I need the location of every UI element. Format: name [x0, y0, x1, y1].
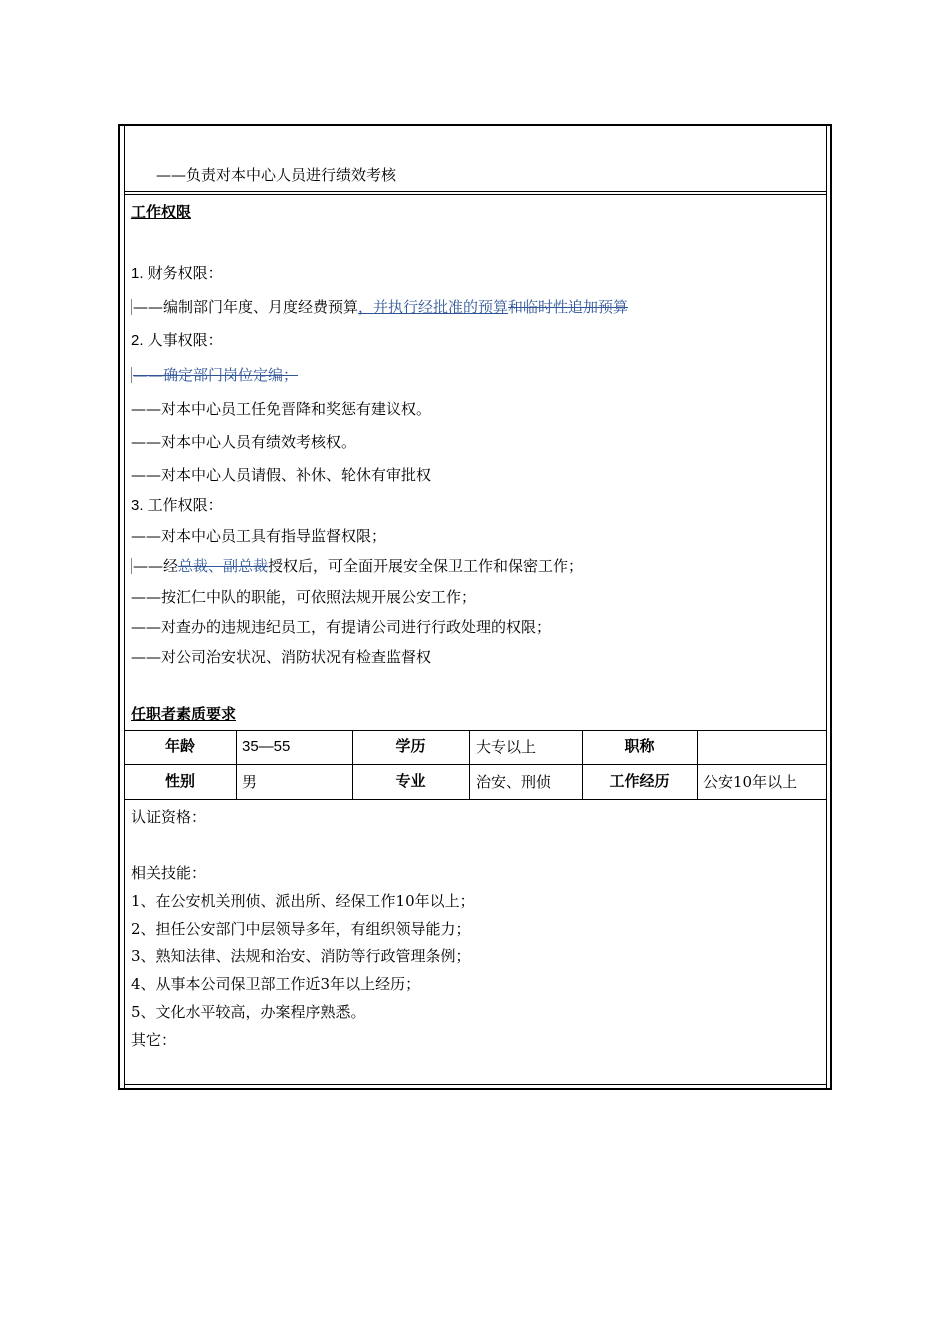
document-frame: [118, 124, 832, 1090]
personnel-item: ——对本中心人员有绩效考核权。: [131, 433, 357, 451]
skill-item: 2、担任公安部门中层领导多年，有组织领导能力；: [131, 920, 471, 938]
skills-label: 相关技能：: [131, 864, 207, 882]
finance-title: 1. 财务权限：: [131, 265, 223, 282]
education-value: 大专以上: [476, 738, 537, 756]
major-value: 治安、刑侦: [476, 773, 552, 791]
personnel-item: ——对本中心员工任免晋降和奖惩有建议权。: [131, 400, 432, 418]
skill-item: 3、熟知法律、法规和治安、消防等行政管理条例；: [131, 947, 471, 965]
deleted-text: 总裁、副总裁: [178, 557, 269, 575]
revision-bar: [131, 367, 132, 383]
work-item-suffix: 授权后，可全面开展安全保卫工作和保密工作；: [268, 557, 584, 575]
skill-item: 5、文化水平较高，办案程序熟悉。: [131, 1003, 366, 1021]
age-label: 年龄: [164, 738, 195, 755]
work-title: 3. 工作权限：: [131, 497, 223, 514]
finance-line-deleted: 和临时性追加预算: [508, 298, 629, 316]
deleted-text: ——确定部门岗位定编；: [133, 366, 299, 384]
finance-line: [131, 298, 628, 316]
work-item: [131, 557, 583, 575]
gender-label: 性别: [164, 773, 195, 790]
experience-value: 公安10年以上: [703, 773, 798, 791]
work-item-prefix: ——经: [133, 557, 179, 575]
table-line: [469, 730, 470, 799]
table-line: [124, 764, 827, 765]
personnel-item: ——对本中心人员请假、补休、轮休有审批权: [131, 466, 432, 484]
revision-bar: [131, 558, 132, 574]
education-label: 学历: [395, 738, 426, 755]
frame-inner-left: [124, 124, 125, 1090]
title-label: 职称: [624, 738, 655, 755]
table-line: [697, 730, 698, 799]
authority-heading: 工作权限: [131, 204, 192, 221]
other-label: 其它：: [131, 1031, 177, 1049]
frame-inner-right: [826, 124, 827, 1090]
personnel-deleted-line: [131, 366, 298, 384]
qualification-heading: 任职者素质要求: [131, 706, 237, 723]
table-line: [236, 730, 237, 799]
finance-line-prefix: ——编制部门年度、月度经费预算: [133, 298, 359, 316]
major-label: 专业: [395, 773, 426, 790]
finance-line-inserted: ，并执行经批准的预算: [358, 298, 509, 316]
revision-bar: [131, 299, 132, 315]
work-item: ——按汇仁中队的职能，可依照法规开展公安工作；: [131, 588, 477, 606]
skill-item: 4、从事本公司保卫部工作近3年以上经历；: [131, 975, 421, 993]
cert-label: 认证资格：: [131, 808, 207, 826]
divider: [124, 194, 827, 195]
experience-label: 工作经历: [609, 773, 670, 790]
table-line: [124, 730, 827, 731]
gender-value: 男: [242, 773, 258, 791]
table-line: [124, 799, 827, 800]
age-value: 35—55: [242, 738, 291, 755]
work-item: ——对查办的违规违纪员工，有提请公司进行行政处理的权限；: [131, 618, 552, 636]
top-line: ——负责对本中心人员进行绩效考核: [156, 166, 397, 184]
bottom-divider: [124, 1084, 827, 1085]
work-item: ——对本中心员工具有指导监督权限；: [131, 527, 387, 545]
divider: [124, 191, 827, 192]
personnel-title: 2. 人事权限：: [131, 332, 223, 349]
skill-item: 1、在公安机关刑侦、派出所、经保工作10年以上；: [131, 892, 475, 910]
work-item: ——对公司治安状况、消防状况有检查监督权: [131, 648, 432, 666]
